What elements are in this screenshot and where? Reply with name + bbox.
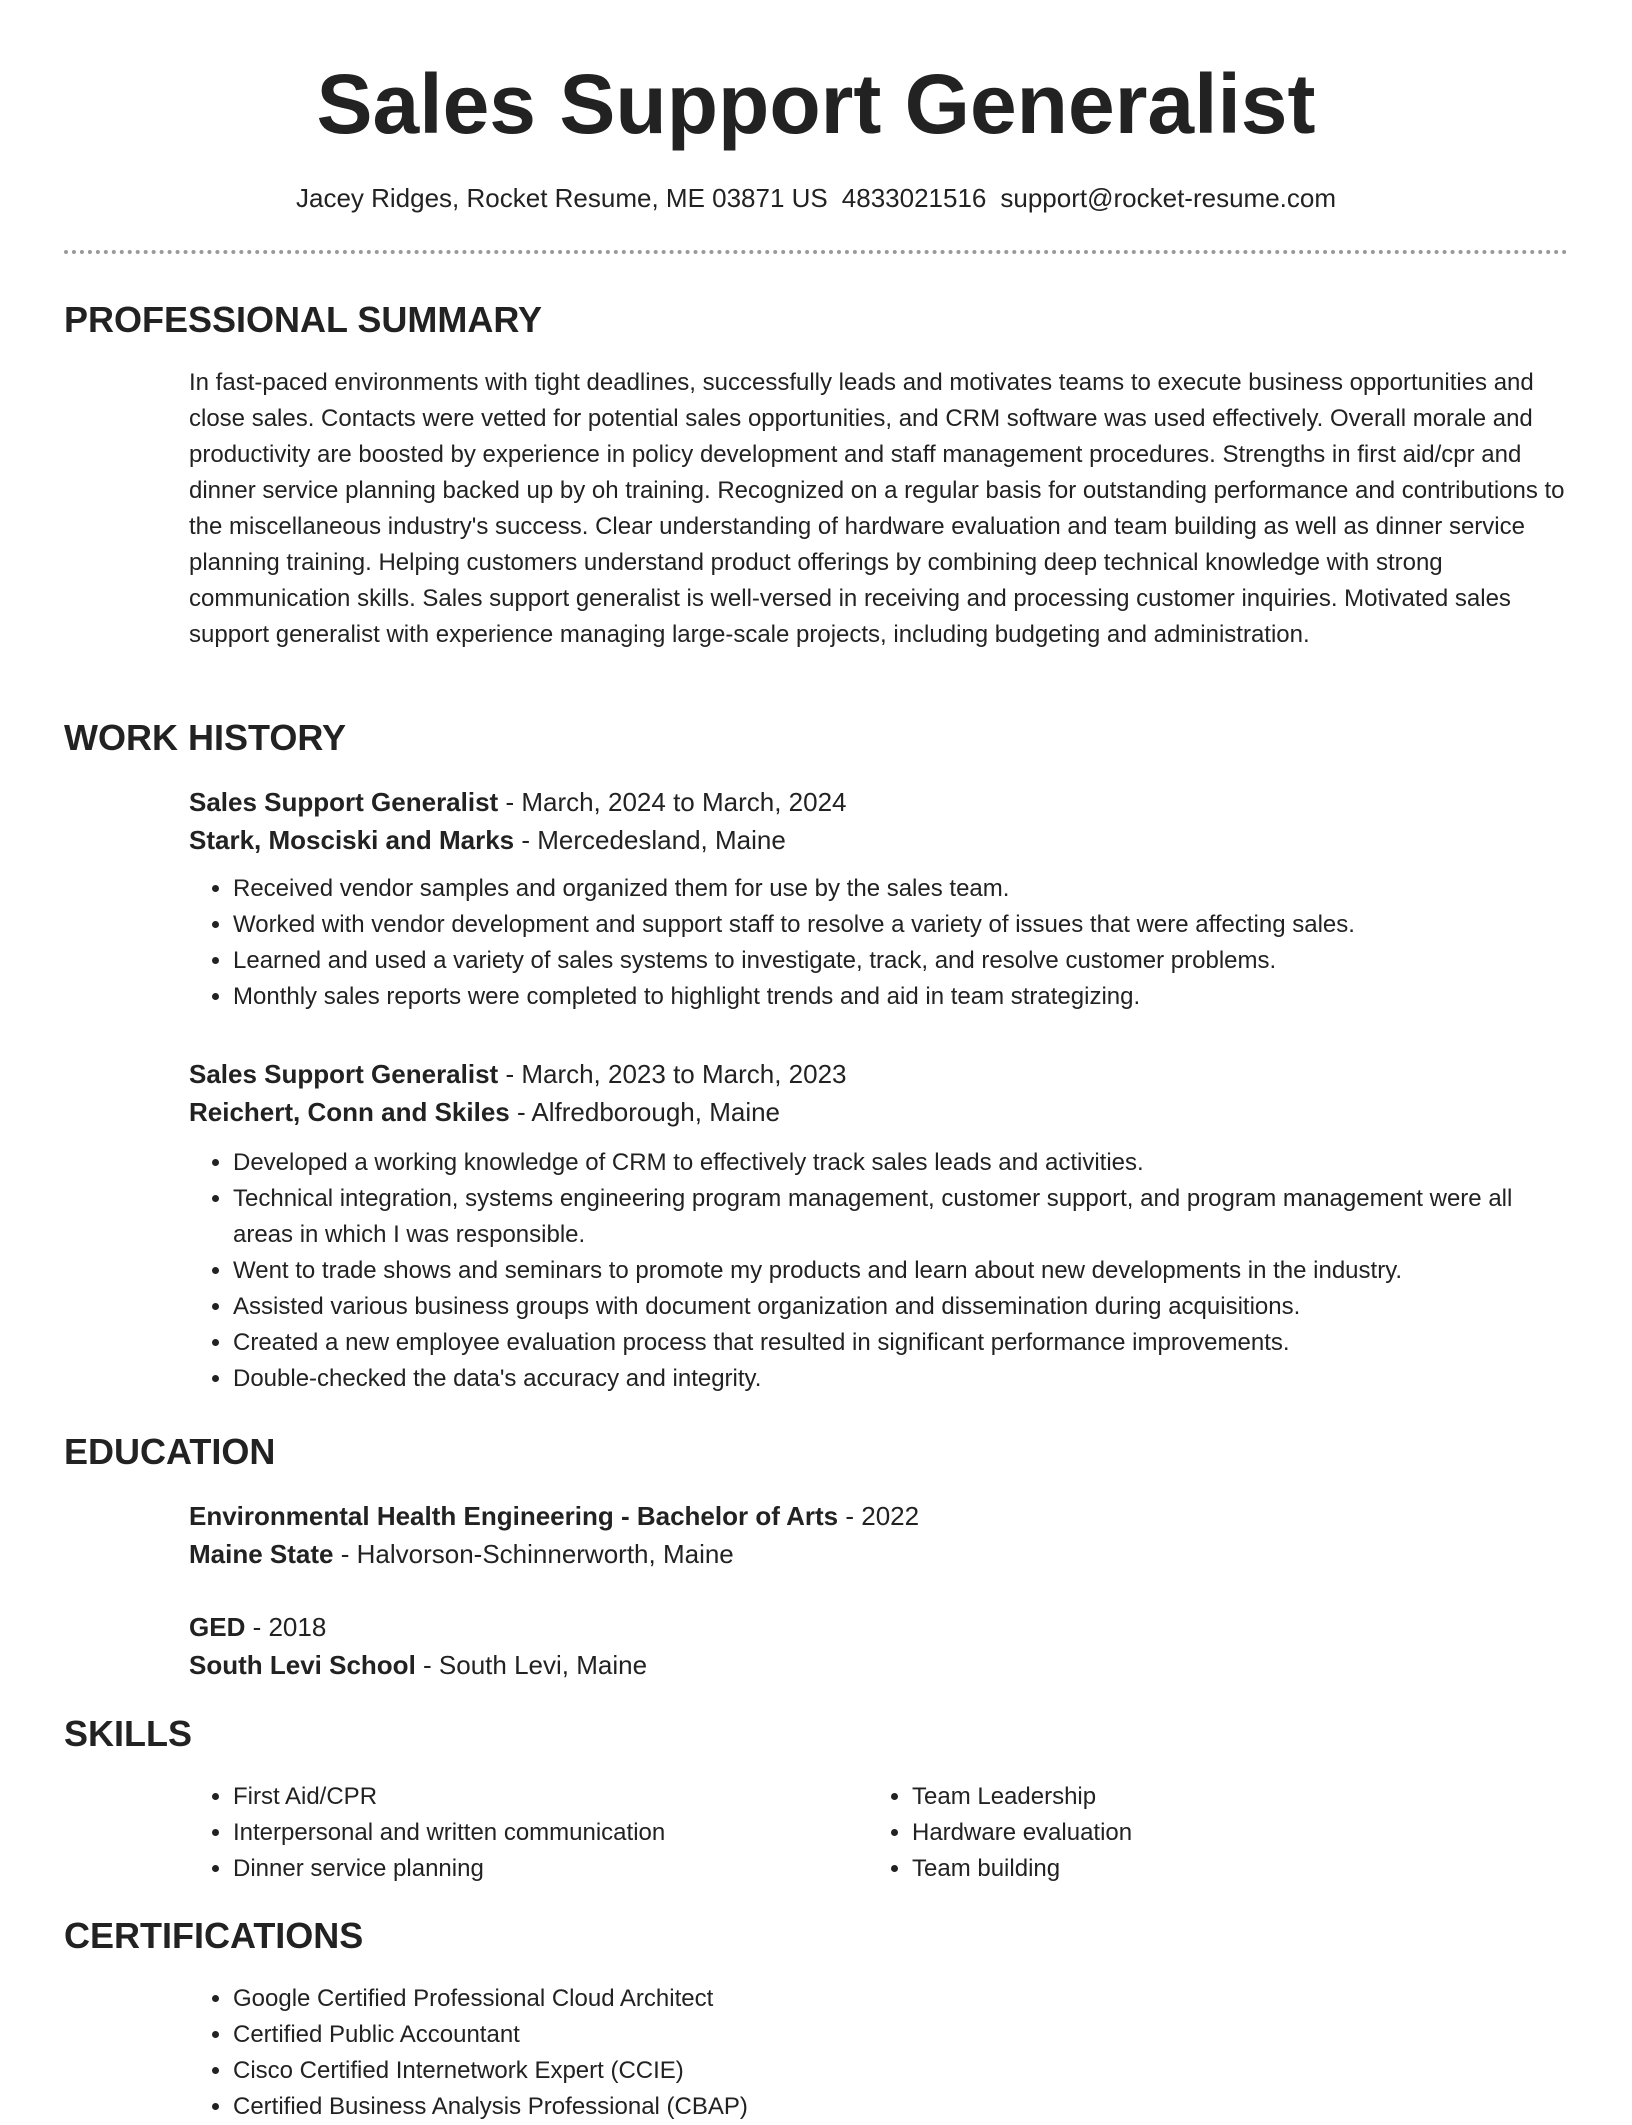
education-year: - 2022 [838, 1501, 920, 1531]
skill-item: • First Aid/CPR [233, 1779, 829, 1815]
skill-item: • Hardware evaluation [912, 1815, 1508, 1851]
section-title-skills: SKILLS [64, 1713, 193, 1754]
skill-item: • Dinner service planning [233, 1851, 829, 1887]
education-school: South Levi School [189, 1650, 416, 1680]
job-bullets [189, 871, 1569, 1015]
job-title-line [189, 1055, 1569, 1093]
contact-email[interactable]: support@rocket-resume.com [1000, 183, 1337, 213]
job-bullet: • Went to trade shows and seminars to promote my products and learn about new developments in the industry. [233, 1253, 1569, 1289]
job-entry [189, 783, 1569, 1015]
job-role: Sales Support Generalist [189, 787, 499, 817]
job-bullet: • Created a new employee evaluation process that resulted in significant performance improvements. [233, 1325, 1569, 1361]
certification-item: • Cisco Certified Internetwork Expert (CCIE) [233, 2053, 1569, 2089]
skills-list [868, 1779, 1508, 1887]
education-degree: Environmental Health Engineering - Bachelor of Arts [189, 1501, 839, 1531]
skills-column-right [868, 1779, 1508, 1887]
skill-item: • Team Leadership [912, 1779, 1508, 1815]
job-company: Stark, Mosciski and Marks [189, 825, 515, 855]
header-divider [64, 250, 1568, 254]
job-bullets [189, 1145, 1569, 1397]
skill-item: • Interpersonal and written communication [233, 1815, 829, 1851]
contact-line [0, 180, 1632, 216]
education-degree-line [189, 1608, 1569, 1646]
job-company-line [189, 821, 1569, 859]
summary-block [189, 365, 1569, 653]
education-year: - 2018 [245, 1612, 327, 1642]
education-school-line [189, 1646, 1569, 1684]
certifications-list [189, 1981, 1569, 2125]
education-entry [189, 1608, 1569, 1684]
skills-list [189, 1779, 829, 1887]
job-bullet: • Technical integration, systems engineering program management, customer support, and program management were all areas in which I was responsible. [233, 1181, 1569, 1253]
job-bullet: • Received vendor samples and organized them for use by the sales team. [233, 871, 1569, 907]
education-location: - South Levi, Maine [415, 1650, 648, 1680]
section-title-education: EDUCATION [64, 1431, 276, 1472]
job-location: - Mercedesland, Maine [514, 825, 786, 855]
skill-item: • Team building [912, 1851, 1508, 1887]
education-school: Maine State [189, 1539, 334, 1569]
section-title-summary: PROFESSIONAL SUMMARY [64, 299, 543, 340]
education-degree: GED [189, 1612, 246, 1642]
education-location: - Halvorson-Schinnerworth, Maine [333, 1539, 734, 1569]
job-bullet: • Double-checked the data's accuracy and integrity. [233, 1361, 1569, 1397]
job-bullet: • Assisted various business groups with document organization and dissemination during acquisitions. [233, 1289, 1569, 1325]
job-bullet: • Worked with vendor development and support staff to resolve a variety of issues that were affecting sales. [233, 907, 1569, 943]
job-dates: - March, 2024 to March, 2024 [498, 787, 847, 817]
education-entry [189, 1497, 1569, 1573]
education-school-line [189, 1535, 1569, 1573]
job-bullet: • Monthly sales reports were completed to highlight trends and aid in team strategizing. [233, 979, 1569, 1015]
job-company-line [189, 1093, 1569, 1131]
section-title-work-history: WORK HISTORY [64, 717, 347, 758]
certification-item: • Certified Public Accountant [233, 2017, 1569, 2053]
resume-name: Sales Support Generalist [316, 57, 1316, 151]
job-bullet: • Learned and used a variety of sales systems to investigate, track, and resolve customer problems. [233, 943, 1569, 979]
job-role: Sales Support Generalist [189, 1059, 499, 1089]
contact-address: Jacey Ridges, Rocket Resume, ME 03871 US [295, 183, 828, 213]
section-title-certifications: CERTIFICATIONS [64, 1915, 364, 1956]
contact-phone[interactable]: 4833021516 [841, 183, 987, 213]
job-dates: - March, 2023 to March, 2023 [498, 1059, 847, 1089]
certifications-block [189, 1981, 1569, 2125]
certification-item: • Google Certified Professional Cloud Architect [233, 1981, 1569, 2017]
job-location: - Alfredborough, Maine [509, 1097, 781, 1127]
job-title-line [189, 783, 1569, 821]
summary-text: In fast-paced environments with tight deadlines, successfully leads and motivates teams to execute business opportunities and close sales. Contacts were vetted for potential sales opportunities, and CRM software was used effectively. Overall morale and productivity are boosted by experience in policy development and staff management procedures. Strengths in first aid/cpr and dinner service planning backed up by oh training. Recognized on a regular basis for outstanding performance and contributions to the miscellaneous industry's success. Clear understanding of hardware evaluation and team building as well as dinner service planning training. Helping customers understand product offerings by combining deep technical knowledge with strong communication skills. Sales support generalist is well-versed in receiving and processing customer inquiries. Motivated sales support generalist with experience managing large-scale projects, including budgeting and administration. [189, 369, 1565, 648]
certification-item: • Certified Business Analysis Professional (CBAP) [233, 2089, 1569, 2125]
education-degree-line [189, 1497, 1569, 1535]
job-company: Reichert, Conn and Skiles [189, 1097, 510, 1127]
job-bullet: • Developed a working knowledge of CRM to effectively track sales leads and activities. [233, 1145, 1569, 1181]
job-entry [189, 1055, 1569, 1397]
skills-column-left [189, 1779, 829, 1887]
